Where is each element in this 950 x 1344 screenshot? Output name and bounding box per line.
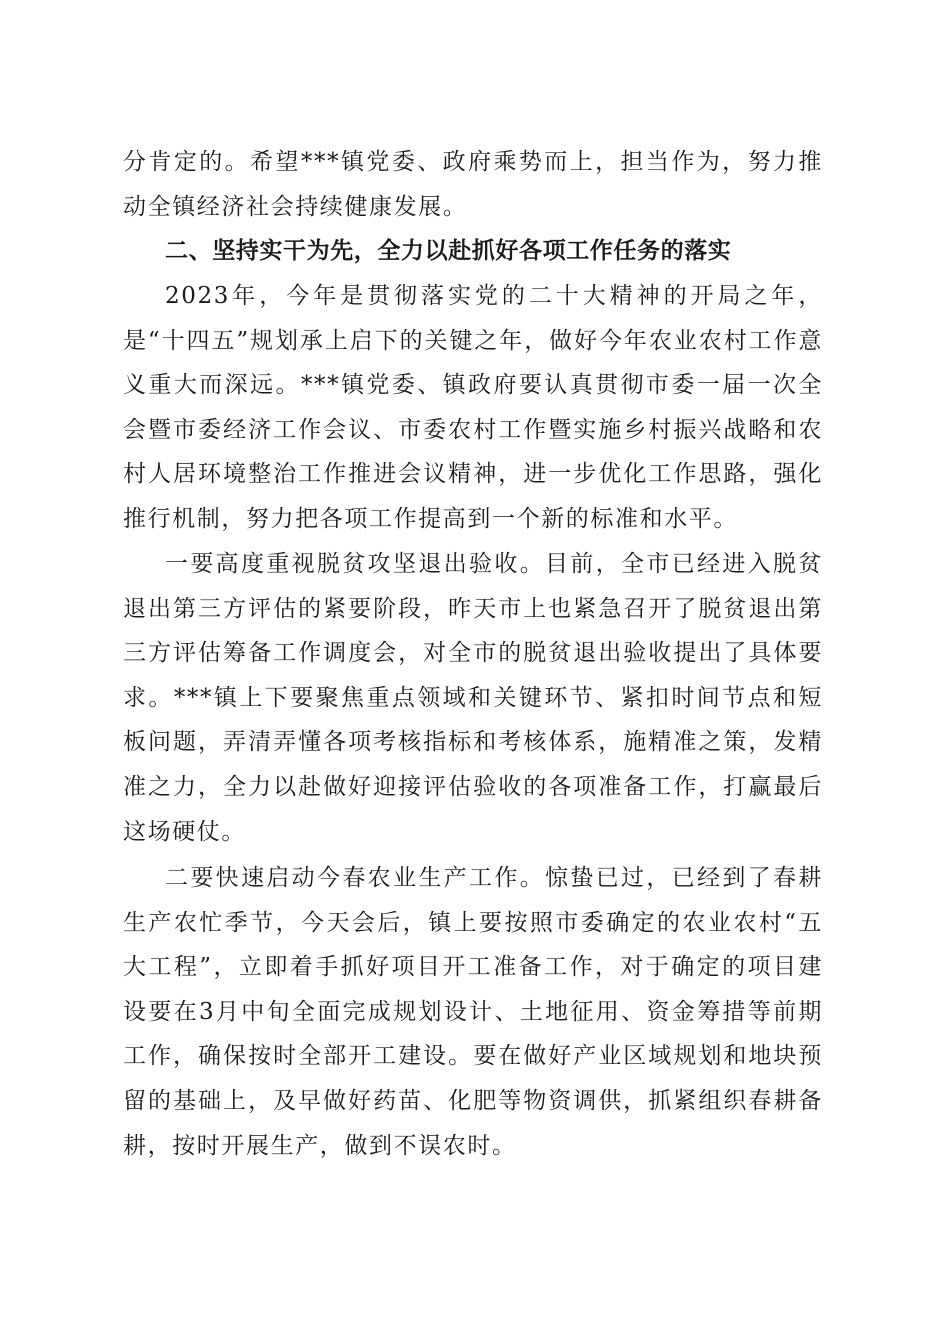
- paragraph-task-one: 一要高度重视脱贫攻坚退出验收。目前，全市已经进入脱贫退出第三方评估的紧要阶段，昨天市上也紧急召开了脱贫退出第三方评估筹备工作调度会，对全市的脱贫退出验收提出了具体要求。***镇上下要聚焦重点领域和关键环节、紧扣时间节点和短板问题，弄清弄懂各项考核指标和考核体系，施精准之策，发精准之力，全力以赴做好迎接评估验收的各项准备工作，打赢最后这场硬仗。: [123, 551, 823, 845]
- paragraph-continuation: 分肯定的。希望***镇党委、政府乘势而上，担当作为，努力推动全镇经济社会持续健康发展。: [123, 149, 823, 220]
- paragraph-task-two: 二要快速启动今春农业生产工作。惊蛰已过，已经到了春耕生产农忙季节，今天会后，镇上要按照市委确定的农业农村“五大工程”，立即着手抓好项目开工准备工作，对于确定的项目建设要在3月中旬全面完成规划设计、土地征用、资金筹措等前期工作，确保按时全部开工建设。要在做好产业区域规划和地块预留的基础上，及早做好药苗、化肥等物资调供，抓紧组织春耕备耕，按时开展生产，做到不误农时。: [123, 865, 823, 1159]
- paragraph-intro: 2023年，今年是贯彻落实党的二十大精神的开局之年，是“十四五”规划承上启下的关键之年，做好今年农业农村工作意义重大而深远。***镇党委、镇政府要认真贯彻市委一届一次全会暨市委经济工作会议、市委农村工作暨实施乡村振兴战略和农村人居环境整治工作推进会议精神，进一步优化工作思路，强化推行机制，努力把各项工作提高到一个新的标准和水平。: [123, 283, 823, 532]
- section-heading: 二、坚持实干为先，全力以赴抓好各项工作任务的落实: [165, 238, 732, 264]
